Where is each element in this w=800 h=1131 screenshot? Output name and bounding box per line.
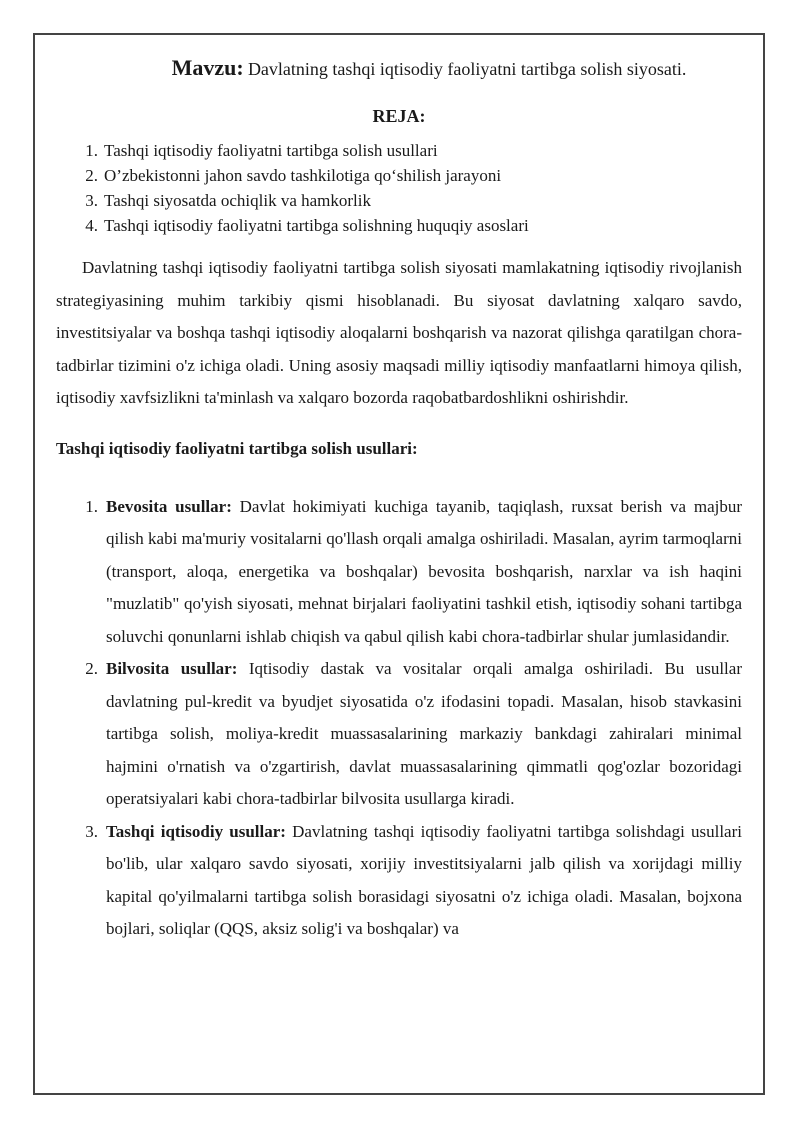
method-body bbox=[106, 491, 742, 654]
method-text: Davlatning tashqi iqtisodiy faoliyatni tartibga solishdagi usullari bo'lib, ular xalqaro savdo siyosati, xorijiy investitsiyalarni jalb qilish va xorijdagi milliy kapital qo'yilmalarni tartibga solish borasidagi siyosatni o'z ichiga oladi. Masalan, bojxona bojlari, soliqlar (QQS, aksiz solig'i va boshqalar) va bbox=[106, 821, 742, 938]
method-term: Bilvosita usullar: bbox=[106, 659, 238, 678]
section-heading: Tashqi iqtisodiy faoliyatni tartibga solish usullari: bbox=[56, 438, 418, 458]
method-item bbox=[56, 816, 742, 946]
plan-item bbox=[56, 163, 742, 188]
method-text: Iqtisodiy dastak va vositalar orqali amalga oshiriladi. Bu usullar davlatning pul-kredit va byudjet siyosatida o'z ifodasini topadi. Masalan, hisob stavkasini tartibga solish, moliya-kredit muassasalarining markaziy bankdagi zahiralari minimal hajmini o'rnatish va o'zgartirish, davlat muassasalarining qimmatli qog'ozlar bozoridagi operatsiyalari kabi chora-tadbirlar bilvosita usullarga kiradi. bbox=[106, 659, 742, 808]
plan-item-text: Tashqi siyosatda ochiqlik va hamkorlik bbox=[104, 191, 371, 210]
methods-list bbox=[56, 491, 742, 946]
method-number: 2. bbox=[85, 659, 98, 678]
topic-title bbox=[56, 56, 742, 82]
method-body bbox=[106, 653, 742, 816]
intro-paragraph: Davlatning tashqi iqtisodiy faoliyatni tartibga solish siyosati mamlakatning iqtisodiy rivojlanish strategiyasining muhim tarkibiy qismi hisoblanadi. Bu siyosat davlatning xalqaro savdo, investitsiyalar va boshqa tashqi iqtisodiy aloqalarni boshqarish va nazorat qilishga qaratilgan chora-tadbirlar tizimini o'z ichiga oladi. Uning asosiy maqsadi milliy iqtisodiy manfaatlarni himoya qilish, iqtisodiy xavfsizlikni ta'minlash va xalqaro bozorda raqobatbardoshlikni oshirishdir. bbox=[56, 258, 742, 407]
method-term: Tashqi iqtisodiy usullar: bbox=[106, 821, 286, 841]
plan-item-text: Tashqi iqtisodiy faoliyatni tartibga solish usullari bbox=[104, 141, 438, 160]
plan-item-text: O’zbekistonni jahon savdo tashkilotiga qo‘shilish jarayoni bbox=[104, 166, 502, 185]
method-body bbox=[106, 816, 742, 946]
plan-list bbox=[56, 138, 742, 238]
method-item bbox=[56, 653, 742, 816]
plan-item bbox=[56, 213, 742, 238]
plan-item-number: 4. bbox=[85, 216, 98, 235]
plan-item-number: 3. bbox=[85, 191, 98, 210]
plan-item-number: 1. bbox=[85, 141, 98, 160]
topic-label: Mavzu: bbox=[171, 55, 244, 80]
method-item bbox=[56, 491, 742, 654]
plan-item bbox=[56, 138, 742, 163]
plan-heading: REJA: bbox=[372, 106, 426, 126]
method-number: 1. bbox=[85, 496, 98, 516]
method-number: 3. bbox=[85, 821, 98, 841]
document-body bbox=[56, 56, 742, 946]
plan-item-text: Tashqi iqtisodiy faoliyatni tartibga solishning huquqiy asoslari bbox=[104, 216, 529, 235]
method-text: Davlat hokimiyati kuchiga tayanib, taqiqlash, ruxsat berish va majbur qilish kabi ma'muriy vositalarni qo'llash orqali amalga oshiriladi. Masalan, ayrim tarmoqlarni (transport, aloqa, energetika va boshqalar) bevosita boshqarish, narxlar va ish haqini "muzlatib" qo'yish siyosati, mehnat birjalari faoliyatini tashkil etish, iqtisodiy sohani tartibga soluvchi qonunlarni ishlab chiqish va qabul qilish kabi chora-tadbirlar shular jumlasidandir. bbox=[106, 496, 742, 646]
plan-item-number: 2. bbox=[85, 166, 98, 185]
method-term: Bevosita usullar: bbox=[106, 496, 232, 516]
topic-text: Davlatning tashqi iqtisodiy faoliyatni tartibga solish siyosati. bbox=[247, 59, 687, 79]
plan-item bbox=[56, 188, 742, 213]
